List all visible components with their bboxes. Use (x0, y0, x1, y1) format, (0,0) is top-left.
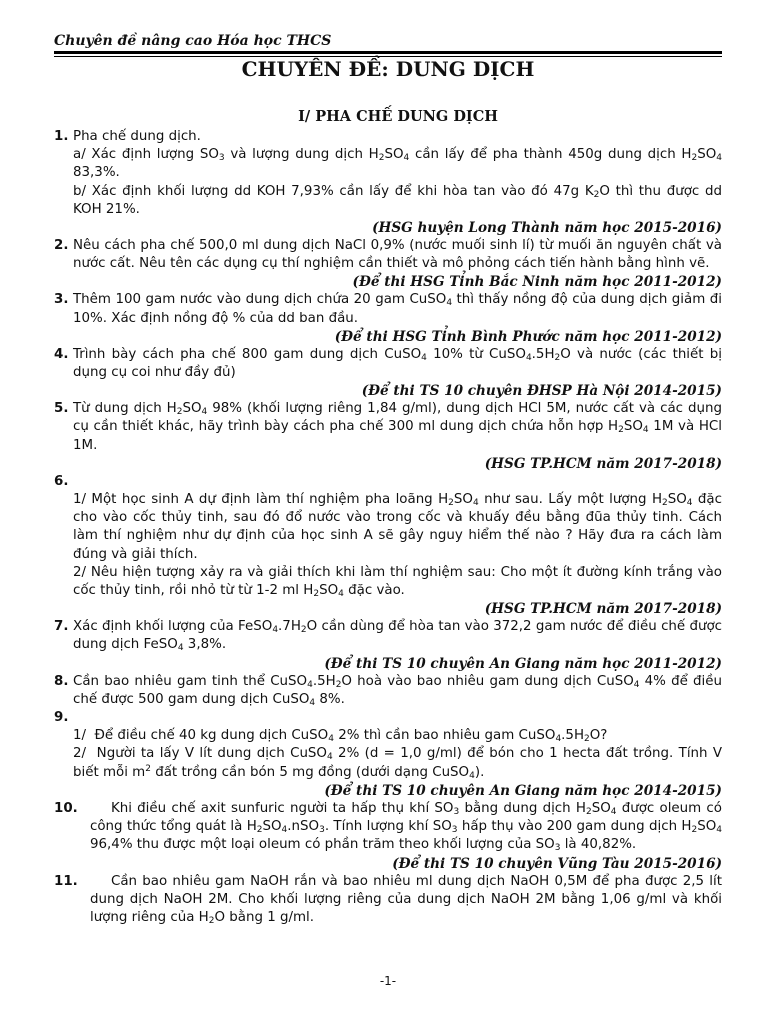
question-number: 3. (54, 292, 69, 308)
question-source: (Để thi TS 10 chuyên Vũng Tàu 2015-2016) (392, 855, 722, 872)
question-row (54, 237, 722, 273)
question-text: a/ Xác định lượng $SO_3$ và lượng dung dịch $H_2SO_4$ cần lấy để pha thành 450g dung dịch $H_2SO_4$ 83,3%. (73, 147, 722, 181)
question-text: Cần bao nhiêu gam NaOH rắn và bao nhiêu ml dung dịch NaOH 0,5M để pha được 2,5 lít dung dịch NaOH 2M. Cho khối lượng riêng của dung dịch NaOH 2M bằng 1,06 g/ml và khối lượng riêng của $H_2O$ bằng 1 g/ml. (90, 873, 722, 926)
question-text: Từ dung dịch $H_2SO_4$ 98% (khối lượng riêng 1,84 g/ml), dung dịch HCl 5M, nước cất và các dụng cụ cần thiết khác, hãy trình bày cách pha chế 300 ml dung dịch chứa hỗn hợp $H_2SO_4$ 1M và HCl 1M. (73, 401, 722, 453)
question-text: 2/ Người ta lấy V lít dung dịch CuSO$_4$ 2% (d = 1,0 g/ml) để bón cho 1 hecta đất trồng. Tính V biết mỗi $m^2$ đất trồng cần bón 5 mg đồng (dưới dạng CuSO$_4$). (73, 746, 722, 781)
question-item (54, 709, 722, 800)
question-row (54, 618, 722, 654)
question-body (73, 237, 722, 273)
question-row (54, 400, 722, 455)
question-source: (HSG TP.HCM năm 2017-2018) (484, 455, 722, 472)
question-body (73, 709, 722, 782)
question-body (73, 346, 722, 382)
document-title: CHUYÊN ĐỀ: DUNG DỊCH (241, 57, 535, 81)
question-number: 5. (54, 401, 69, 417)
question-number: 4. (54, 346, 69, 362)
question-row (54, 473, 722, 600)
question-number: 11. (54, 873, 78, 889)
question-item (54, 237, 722, 291)
question-body (73, 618, 722, 654)
question-row (54, 800, 722, 855)
question-text (73, 473, 722, 491)
question-text: Khi điều chế axit sunfuric người ta hấp thụ khí $SO_3$ bằng dung dịch $H_2SO_4$ được oleum có công thức tổng quát là $H_2SO_4.nSO_3$. Tính lượng khí $SO_3$ hấp thụ vào 200 gam dung dịch $H_2SO_4$ 96,4% thu được một loại oleum có phần trăm theo khối lượng của $SO_3$ là 40,82%. (90, 800, 722, 854)
question-body (90, 800, 722, 855)
question-source: (Để thi TS 10 chuyên An Giang năm học 2014-2015) (324, 782, 722, 799)
question-row (54, 709, 722, 782)
question-item (54, 618, 722, 672)
question-row (54, 128, 722, 219)
question-item (54, 800, 722, 873)
question-text: Xác định khối lượng của $FeSO_4.7H_2O$ cần dùng để hòa tan vào 372,2 gam nước để điều chế được dung dịch FeSO$_4$ 3,8%. (73, 619, 723, 654)
question-text: Nêu cách pha chế 500,0 ml dung dịch NaCl 0,9% (nước muối sinh lí) từ muối ăn nguyên chất và nước cất. Nêu tên các dụng cụ thí nghiệm cần thiết và mô phỏng cách tiến hành bằng hình vẽ. (73, 238, 722, 272)
question-text: Cần bao nhiêu gam tinh thể $CuSO_4.5H_2O$ hoà vào bao nhiêu gam dung dịch CuSO$_4$ 4% để điều chế được 500 gam dung dịch CuSO$_4$ 8%. (73, 673, 722, 708)
question-text: 1/ Một học sinh A dự định làm thí nghiệm pha loãng $H_2SO_4$ như sau. Lấy một lượng $H_2SO_4$ đặc cho vào cốc thủy tinh, sau đó đổ nước vào trong cốc và khuấy đều bằng đũa thủy tinh. Cách làm thí nghiệm như dự định của học sinh A sẽ gây nguy hiểm thế nào ? Hãy đưa ra cách làm đúng và giải thích. (73, 492, 722, 562)
question-body (73, 291, 722, 327)
question-body (73, 128, 722, 219)
question-text: Pha chế dung dịch. (73, 129, 201, 144)
question-row (54, 346, 722, 382)
question-item (54, 128, 722, 237)
question-list (54, 128, 722, 927)
question-source: (Để thi HSG Tỉnh Bắc Ninh năm học 2011-2012) (352, 274, 722, 291)
question-body (73, 673, 722, 709)
question-item (54, 291, 722, 345)
question-body (73, 473, 722, 600)
question-item (54, 873, 722, 928)
question-text: b/ Xác định khối lượng dd KOH 7,93% cần lấy để khi hòa tan vào đó 47g $K_2O$ thì thu được dd KOH 21%. (73, 183, 722, 217)
question-item (54, 400, 722, 473)
question-number: 10. (54, 800, 78, 816)
question-row (54, 673, 722, 709)
question-number: 8. (54, 673, 69, 689)
question-item (54, 473, 722, 618)
question-body (73, 400, 722, 455)
question-item (54, 673, 722, 709)
section-heading: I/ PHA CHẾ DUNG DỊCH (298, 108, 498, 125)
question-source: (Để thi HSG Tỉnh Bình Phước năm học 2011-2012) (334, 328, 722, 345)
question-row (54, 873, 722, 928)
question-item (54, 346, 722, 400)
question-number: 7. (54, 619, 69, 635)
question-source: (HSG huyện Long Thành năm học 2015-2016) (372, 220, 722, 237)
question-number: 1. (54, 129, 69, 144)
question-source: (Để thi TS 10 chuyên ĐHSP Hà Nội 2014-2015) (361, 383, 722, 400)
question-text: Trình bày cách pha chế 800 gam dung dịch CuSO$_4$ 10% từ $CuSO_4.5H_2O$ và nước (các thiết bị dụng cụ coi như đầy đủ) (73, 346, 722, 381)
question-text: 2/ Nêu hiện tượng xảy ra và giải thích khi làm thí nghiệm sau: Cho một ít đường kính trắng vào cốc thủy tinh, rồi nhỏ từ từ 1-2 ml $H_2SO_4$ đặc vào. (73, 564, 722, 600)
question-row (54, 291, 722, 327)
question-text (73, 709, 722, 727)
question-number: 6. (54, 473, 69, 489)
page-number: -1- (379, 974, 397, 988)
question-number: 9. (54, 710, 69, 726)
running-header: Chuyên đề nâng cao Hóa học THCS (54, 33, 332, 49)
question-text: 1/ Để điều chế 40 kg dung dịch CuSO$_4$ 2% thì cần bao nhiêu gam $CuSO_4.5H_2O$? (73, 728, 608, 745)
question-source: (HSG TP.HCM năm 2017-2018) (484, 601, 722, 618)
question-body (90, 873, 722, 928)
question-number: 2. (54, 238, 69, 254)
header-rule (54, 51, 722, 54)
question-text: Thêm 100 gam nước vào dung dịch chứa 20 gam CuSO$_4$ thì thấy nồng độ của dung dịch giảm đi 10%. Xác định nồng độ % của dd ban đầu. (73, 292, 722, 326)
question-source: (Để thi TS 10 chuyên An Giang năm học 2011-2012) (324, 655, 722, 672)
